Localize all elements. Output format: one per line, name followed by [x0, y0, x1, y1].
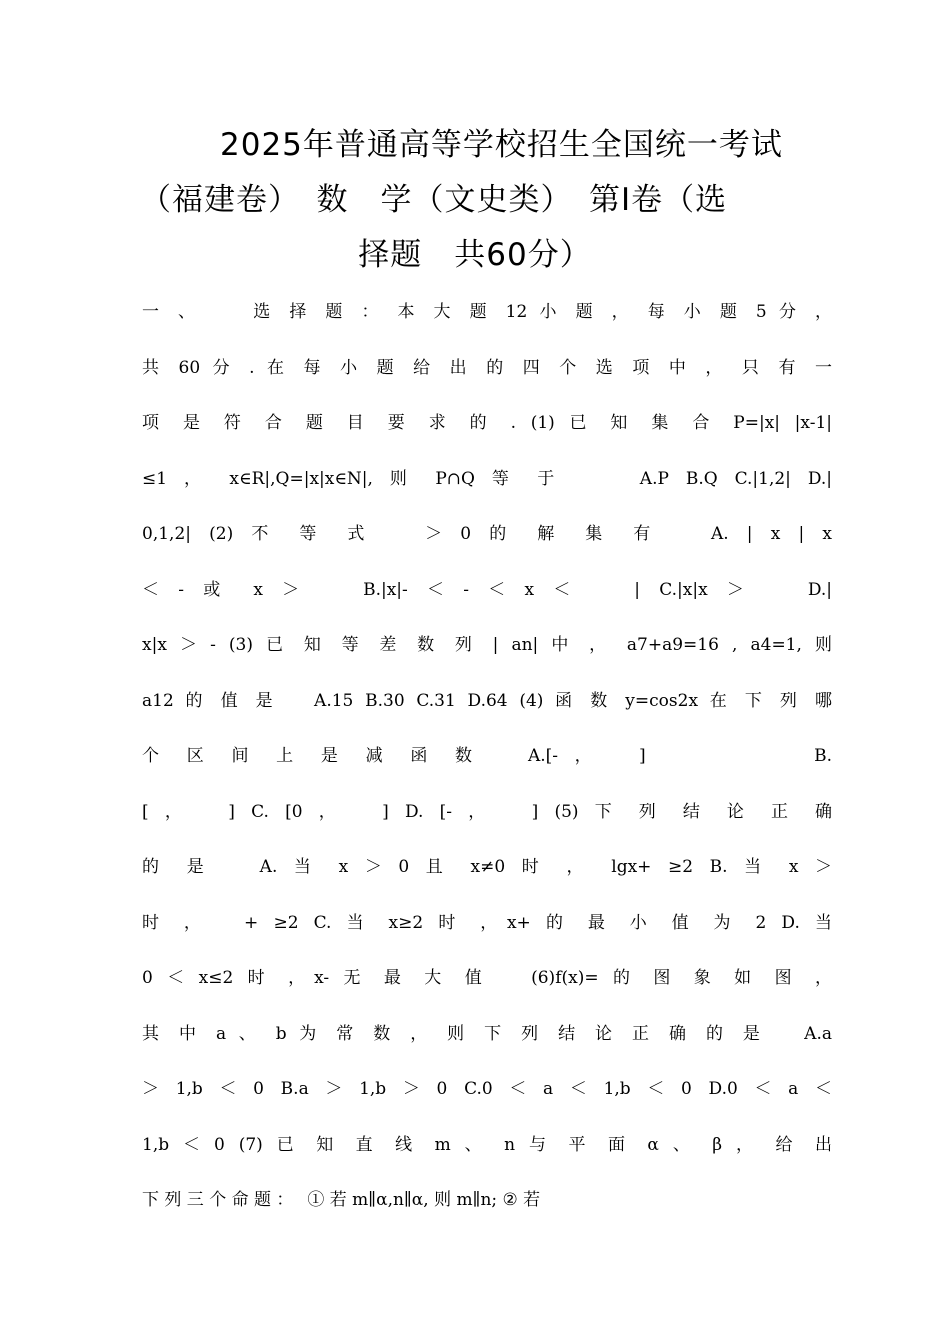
body-line: 的 是 A. 当 x ＞ 0 且 x≠0 时 ， lgx+ ≥2 B. 当 x ＞	[142, 857, 832, 877]
body-line: ＜ - 或 x ＞ B.|x|- ＜ - ＜ x ＜ | C.|x|x ＞ D.|	[142, 579, 832, 600]
body-line: x|x ＞ - (3) 已 知 等 差 数 列 | an| 中 ， a7+a9=16 , a4=1, 则	[142, 635, 832, 655]
body-line: 一 、 选 择 题 ： 本 大 题 12 小 题 ， 每 小 题 5 分 ，	[142, 302, 832, 322]
body-line: 时 ， + ≥2 C. 当 x≥2 时 ，x+ 的 最 小 值 为 2 D. 当	[142, 912, 832, 933]
body-line: 其 中 a 、 b 为 常 数 ， 则 下 列 结 论 正 确 的 是 A.a	[142, 1023, 832, 1044]
body-line: 1,b ＜ 0 (7) 已 知 直 线 m 、 n 与 平 面 α 、 β ， 给 出	[142, 1134, 832, 1155]
body-line: 0,1,2| (2) 不 等 式 ＞ 0 的 解 集 有 A. | x | x	[142, 524, 832, 544]
exam-body	[142, 285, 832, 1229]
body-line: a12 的 值 是 A.15 B.30 C.31 D.64 (4) 函 数 y=cos2x 在 下 列 哪	[142, 690, 832, 711]
body-line: 共 60 分 . 在 每 小 题 给 出 的 四 个 选 项 中 ， 只 有 一	[142, 357, 832, 378]
body-line: 项 是 符 合 题 目 要 求 的 . (1) 已 知 集 合 P=|x| |x-1|	[142, 413, 832, 433]
body-line: ≤1 ， x∈R|,Q=|x|x∈N|, 则 P∩Q 等 于 A.P B.Q C.|1,2| D.|	[142, 468, 832, 489]
title-line-2: （福建卷） 数 学（文史类） 第Ⅰ卷（选	[140, 182, 728, 218]
body-line: [ ， ] C. [0 ， ] D. [- ， ] (5) 下 列 结 论 正 确	[142, 801, 832, 822]
body-line: 0 ＜ x≤2 时 ，x- 无 最 大 值 (6)f(x)= 的 图 象 如 图 ，	[142, 968, 832, 988]
body-line: 个 区 间 上 是 减 函 数 A.[- ， ] B.	[142, 746, 832, 766]
title-line-3: 择题 共60分）	[358, 237, 592, 273]
body-line: 下 列 三 个 命 题 ： ① 若 m∥α,n∥α, 则 m∥n; ② 若	[142, 1190, 541, 1210]
body-line: ＞ 1,b ＜ 0 B.a ＞ 1,b ＞ 0 C.0 ＜ a ＜ 1,b ＜ 0 D.0 ＜ a ＜	[142, 1079, 832, 1099]
title-line-1: 2025年普通高等学校招生全国统一考试	[220, 127, 783, 163]
exam-title	[0, 118, 950, 283]
